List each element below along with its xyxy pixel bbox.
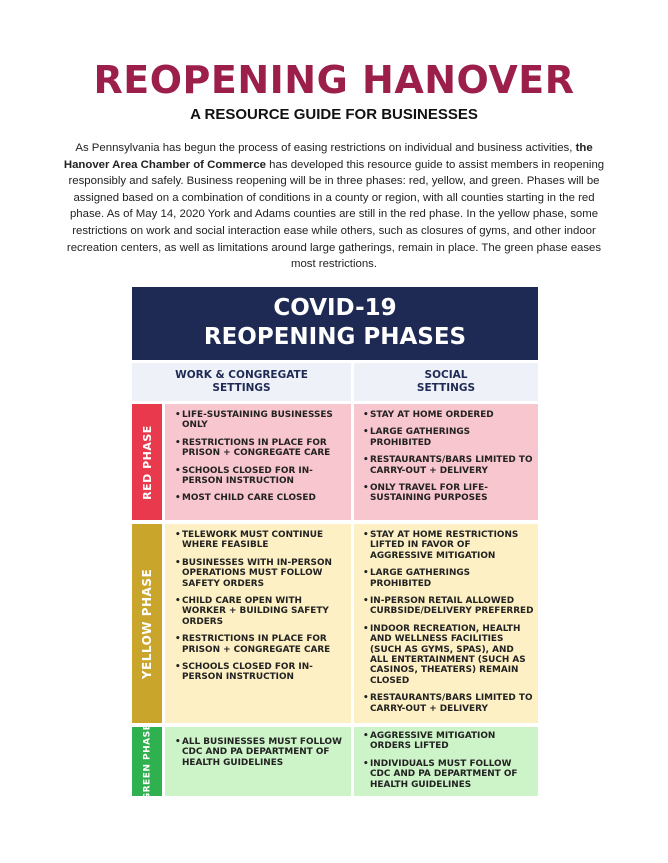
list-item: • SCHOOLS CLOSED FOR IN-PERSON INSTRUCTION xyxy=(175,466,347,487)
list-item: • STAY AT HOME RESTRICTIONS LIFTED IN FAVOR OF AGGRESSIVE MITIGATION xyxy=(363,530,534,561)
page-title: REOPENING HANOVER xyxy=(93,58,575,102)
red-phase-band xyxy=(132,404,162,520)
column-header-social xyxy=(354,363,538,401)
list-item: • MOST CHILD CARE CLOSED xyxy=(175,493,347,503)
green-phase-band xyxy=(132,723,162,800)
list-item: • CHILD CARE OPEN WITH WORKER + BUILDING SAFETY ORDERS xyxy=(175,596,347,627)
yellow-phase-label: YELLOW PHASE xyxy=(140,568,154,679)
list-item: • RESTRICTIONS IN PLACE FOR PRISON + CONGREGATE CARE xyxy=(175,634,347,655)
yellow-phase-work-cell xyxy=(165,524,351,723)
infographic-title-line1: COVID-19 xyxy=(273,295,397,321)
list-item: • STAY AT HOME ORDERED xyxy=(363,410,534,420)
list-item: • BUSINESSES WITH IN-PERSON OPERATIONS MUST FOLLOW SAFETY ORDERS xyxy=(175,558,347,589)
red-phase-work-cell xyxy=(165,404,351,520)
list-item: • RESTRICTIONS IN PLACE FOR PRISON + CONGREGATE CARE xyxy=(175,438,347,459)
red-phase-social-cell xyxy=(354,404,538,520)
yellow-phase-band xyxy=(132,524,162,723)
infographic-title-line2: REOPENING PHASES xyxy=(203,324,467,350)
list-item: • ONLY TRAVEL FOR LIFE-SUSTAINING PURPOSES xyxy=(363,483,534,504)
list-item: • ALL BUSINESSES MUST FOLLOW CDC AND PA DEPARTMENT OF HEALTH GUIDELINES xyxy=(175,737,347,768)
red-phase-label: RED PHASE xyxy=(140,424,154,500)
green-phase-work-cell xyxy=(165,727,351,796)
list-item: • LARGE GATHERINGS PROHIBITED xyxy=(363,427,534,448)
list-item: • SCHOOLS CLOSED FOR IN-PERSON INSTRUCTION xyxy=(175,662,347,683)
list-item: • RESTAURANTS/BARS LIMITED TO CARRY-OUT + DELIVERY xyxy=(363,693,534,714)
page-subtitle: A RESOURCE GUIDE FOR BUSINESSES xyxy=(190,106,478,123)
column-header-work xyxy=(132,363,351,401)
list-item: • LARGE GATHERINGS PROHIBITED xyxy=(363,568,534,589)
green-phase-social-cell xyxy=(354,727,538,796)
list-item: • TELEWORK MUST CONTINUE WHERE FEASIBLE xyxy=(175,530,347,551)
list-item: • AGGRESSIVE MITIGATION ORDERS LIFTED xyxy=(363,731,534,752)
list-item: • LIFE-SUSTAINING BUSINESSES ONLY xyxy=(175,410,347,431)
column-header-social-line1: SOCIAL xyxy=(424,369,468,381)
list-item: • INDOOR RECREATION, HEALTH AND WELLNESS FACILITIES (SUCH AS GYMS, SPAS), AND ALL ENTERTAINMENT (SUCH AS CASINOS, THEATERS) REMAIN CLOSED xyxy=(363,624,534,686)
list-item: • INDIVIDUALS MUST FOLLOW CDC AND PA DEPARTMENT OF HEALTH GUIDELINES xyxy=(363,759,534,790)
list-item: • RESTAURANTS/BARS LIMITED TO CARRY-OUT + DELIVERY xyxy=(363,455,534,476)
reopening-phases-infographic xyxy=(132,287,538,800)
list-item: • IN-PERSON RETAIL ALLOWED CURBSIDE/DELIVERY PREFERRED xyxy=(363,596,534,617)
column-header-work-line2: SETTINGS xyxy=(212,382,271,394)
yellow-phase-social-cell xyxy=(354,524,538,723)
green-phase-label: GREEN PHASE xyxy=(142,723,153,800)
column-header-social-line2: SETTINGS xyxy=(416,382,476,394)
intro-paragraph xyxy=(62,140,606,273)
intro-bold-org: the Hanover Area Chamber of Commerce xyxy=(63,142,593,171)
intro-text-1: As Pennsylvania has begun the process of easing restrictions on individual and business activities, xyxy=(75,142,576,154)
intro-text-2: has developed this resource guide to assist members in reopening responsibly and safely. Business reopening will be in three phases: red, yellow, and green. Phases will be assigned based on a combination of conditions in a county or region, with all counties starting in the red phase. As of May 14, 2020 York and Adams counties are still in the red phase. In the yellow phase, some restrictions on work and social interaction ease while others, such as closures of gyms, and other indoor recreation centers, as well as limitations around large gatherings, remain in place. The green phase eases most restrictions. xyxy=(66,158,605,271)
column-header-work-line1: WORK & CONGREGATE xyxy=(175,369,308,381)
infographic-header xyxy=(132,287,538,360)
